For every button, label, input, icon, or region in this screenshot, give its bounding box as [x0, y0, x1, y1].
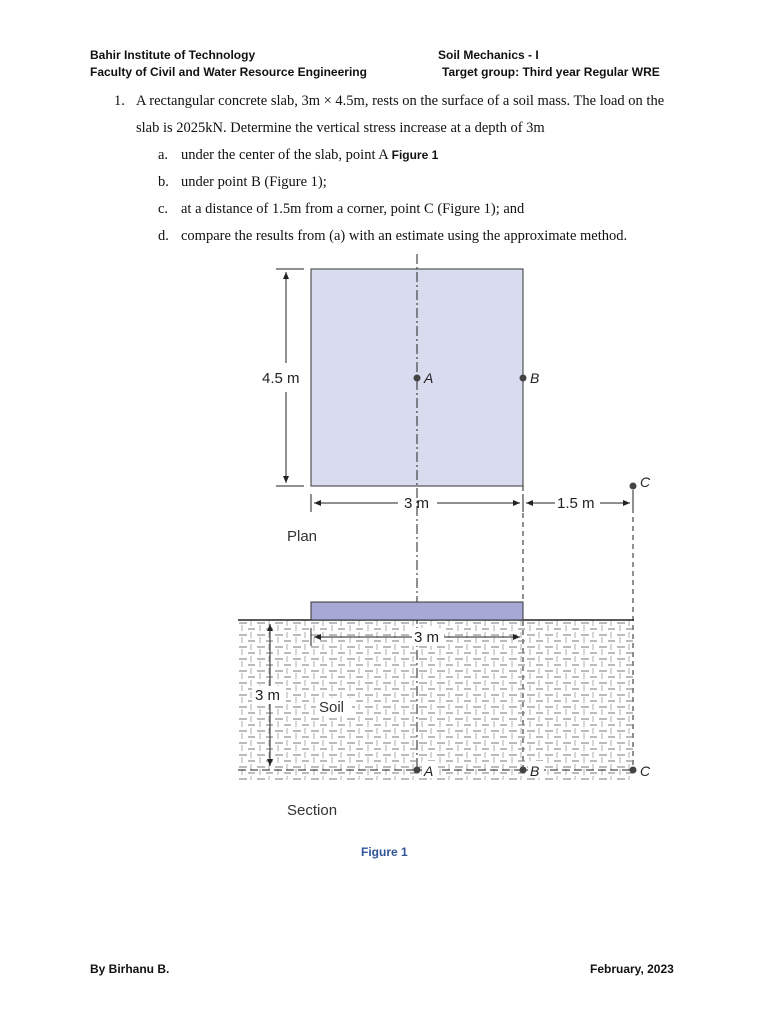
item-a-label: a.: [158, 147, 169, 163]
institute-name: Bahir Institute of Technology: [90, 48, 256, 62]
point-c-plan-label: C: [640, 474, 651, 490]
date: February, 2023: [590, 962, 674, 976]
point-b-plan-label: B: [530, 370, 540, 386]
figure-caption: Figure 1: [361, 845, 408, 859]
point-a-plan-label: A: [424, 370, 434, 386]
item-b-text: under point B (Figure 1);: [181, 174, 327, 190]
item-b-label: b.: [158, 174, 169, 190]
course-name: Soil Mechanics - I: [438, 48, 539, 62]
item-d-label: d.: [158, 228, 169, 244]
point-a-section-label: A: [424, 763, 434, 779]
point-c-section-dot: [630, 767, 637, 774]
point-c-section-label: C: [640, 763, 651, 779]
author: By Birhanu B.: [90, 962, 170, 976]
faculty-name: Faculty of Civil and Water Resource Engineering: [90, 65, 367, 79]
plan-width-label: 3 m: [404, 495, 430, 512]
point-a-section-dot: [414, 767, 421, 774]
point-b-section-dot: [520, 767, 527, 774]
item-c-label: c.: [158, 201, 169, 217]
question-line-2: slab is 2025kN. Determine the vertical stress increase at a depth of 3m: [136, 120, 545, 136]
point-c-plan-dot: [630, 483, 637, 490]
depth-label: 3 m: [255, 687, 281, 704]
point-b-plan-dot: [520, 375, 527, 382]
item-a-figure-ref: Figure 1: [391, 148, 439, 162]
item-a-body: under the center of the slab, point A: [181, 147, 392, 163]
target-group: Target group: Third year Regular WRE: [442, 65, 660, 79]
question-number: 1.: [114, 93, 125, 109]
question-line-1: A rectangular concrete slab, 3m × 4.5m, rests on the surface of a soil mass. The load on the: [136, 93, 665, 109]
section-slab: [311, 602, 523, 620]
plan-height-label: 4.5 m: [262, 370, 300, 387]
point-b-section-label: B: [530, 763, 540, 779]
item-d-text: compare the results from (a) with an estimate using the approximate method.: [181, 228, 628, 244]
section-label: Section: [287, 802, 338, 819]
offset-label: 1.5 m: [557, 495, 595, 512]
plan-label: Plan: [287, 528, 318, 545]
item-c-text: at a distance of 1.5m from a corner, point C (Figure 1); and: [181, 201, 525, 217]
point-a-plan-dot: [414, 375, 421, 382]
soil-label: Soil: [319, 699, 345, 716]
section-width-label: 3 m: [414, 629, 440, 646]
